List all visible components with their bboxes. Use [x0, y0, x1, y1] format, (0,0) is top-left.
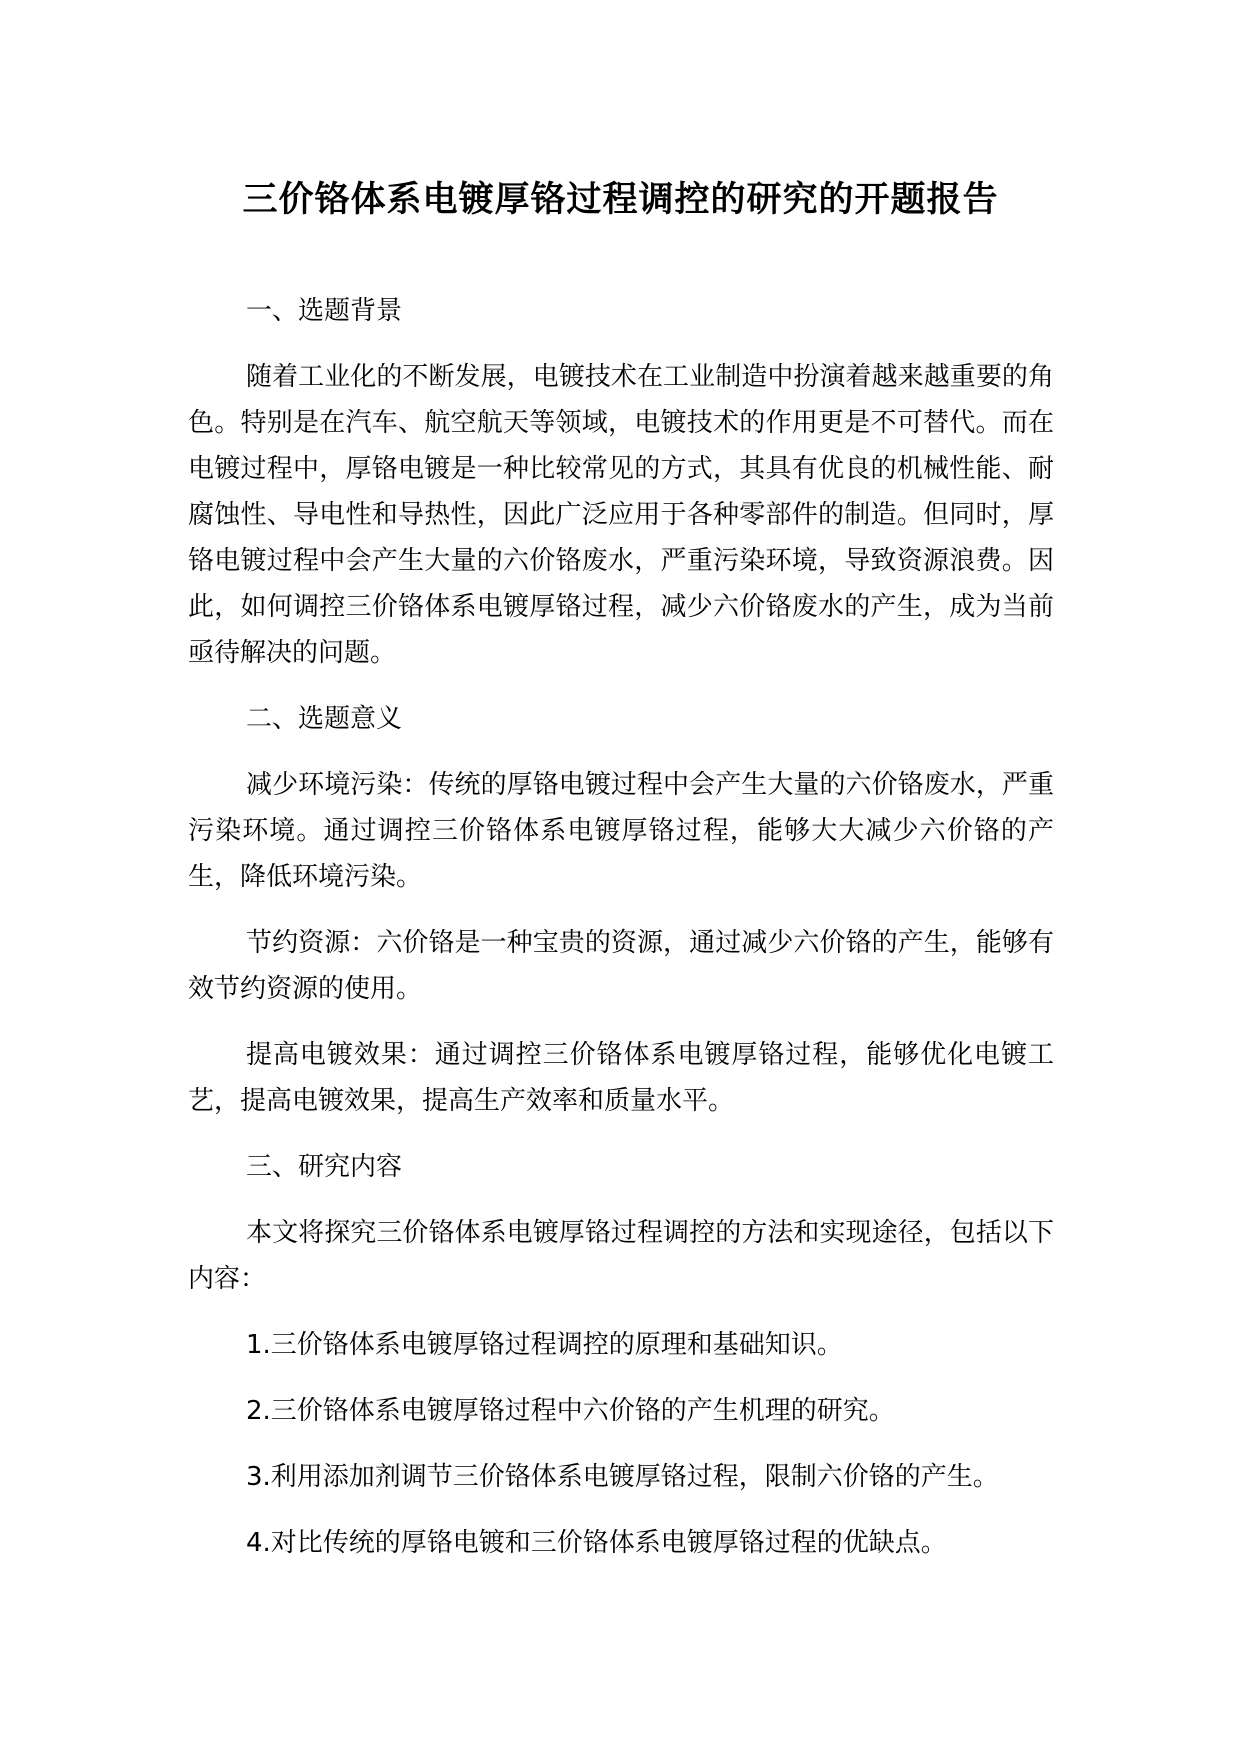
document-title: 三价铬体系电镀厚铬过程调控的研究的开题报告 [242, 180, 999, 220]
content-intro-paragraph: 本文将探究三价铬体系电镀厚铬过程调控的方法和实现途径，包括以下内容： [188, 1218, 1054, 1294]
significance-paragraph-effect: 提高电镀效果：通过调控三价铬体系电镀厚铬过程，能够优化电镀工艺，提高电镀效果，提高生产效率和质量水平。 [188, 1040, 1054, 1116]
background-paragraph: 随着工业化的不断发展，电镀技术在工业制造中扮演着越来越重要的角色。特别是在汽车、航空航天等领域，电镀技术的作用更是不可替代。而在电镀过程中，厚铬电镀是一种比较常见的方式，其具有优良的机械性能、耐腐蚀性、导电性和导热性，因此广泛应用于各种零部件的制造。但同时，厚铬电镀过程中会产生大量的六价铬废水，严重污染环境，导致资源浪费。因此，如何调控三价铬体系电镀厚铬过程，减少六价铬废水的产生，成为当前亟待解决的问题。 [188, 362, 1054, 668]
content-list-item: 2.三价铬体系电镀厚铬过程中六价铬的产生机理的研究。 [246, 1396, 895, 1426]
significance-paragraph-resources: 节约资源：六价铬是一种宝贵的资源，通过减少六价铬的产生，能够有效节约资源的使用。 [188, 928, 1054, 1004]
document-body [188, 288, 1054, 1566]
content-list-item: 4.对比传统的厚铬电镀和三价铬体系电镀厚铬过程的优缺点。 [246, 1528, 947, 1558]
section-heading-significance: 二、选题意义 [246, 704, 403, 734]
content-list-item: 1.三价铬体系电镀厚铬过程调控的原理和基础知识。 [246, 1330, 843, 1360]
section-heading-background: 一、选题背景 [246, 296, 403, 326]
content-list-item: 3.利用添加剂调节三价铬体系电镀厚铬过程，限制六价铬的产生。 [246, 1462, 999, 1492]
significance-paragraph-pollution: 减少环境污染：传统的厚铬电镀过程中会产生大量的六价铬废水，严重污染环境。通过调控三价铬体系电镀厚铬过程，能够大大减少六价铬的产生，降低环境污染。 [188, 770, 1054, 892]
section-heading-content: 三、研究内容 [246, 1152, 403, 1182]
